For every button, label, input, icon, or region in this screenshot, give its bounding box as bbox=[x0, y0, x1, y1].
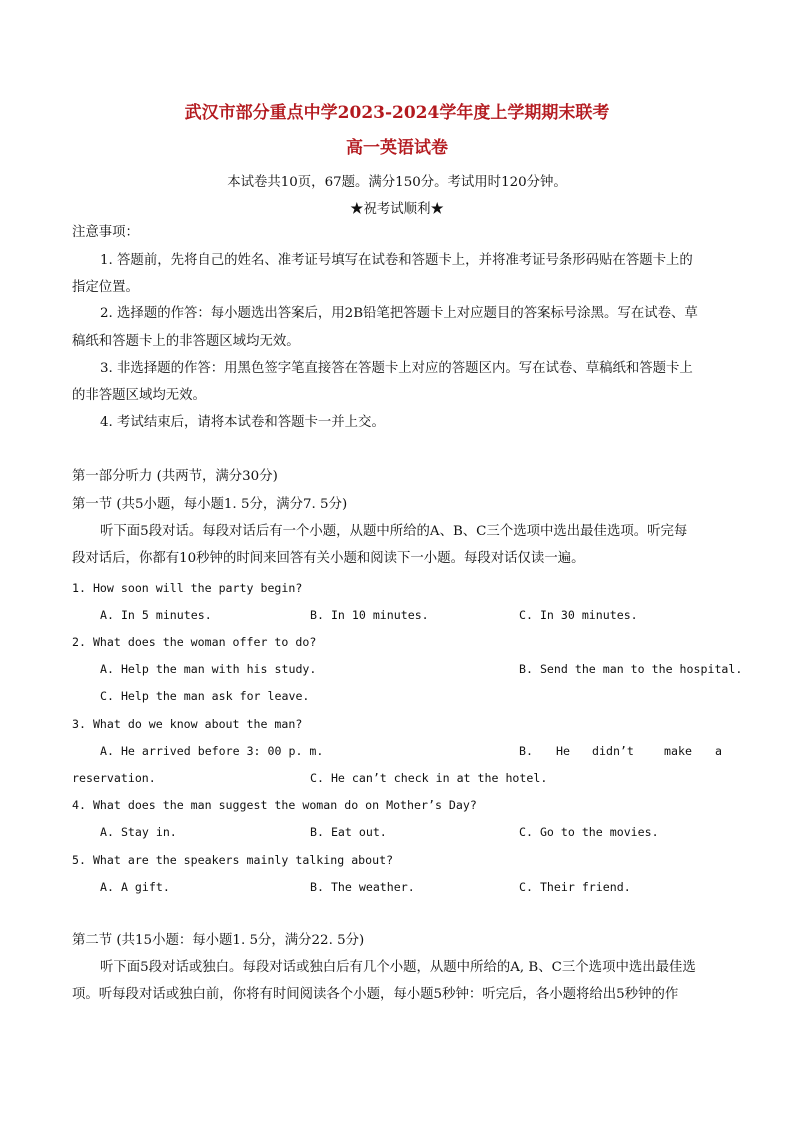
question-1: 1. How soon will the party begin? bbox=[72, 581, 303, 595]
question-4-option-c: C. Go to the movies. bbox=[519, 825, 659, 839]
question-5-option-c: C. Their friend. bbox=[519, 880, 631, 894]
question-4-option-b: B. Eat out. bbox=[310, 825, 387, 839]
question-5: 5. What are the speakers mainly talking about? bbox=[72, 853, 394, 867]
notice-item-2-line1: 2. 选择题的作答：每小题选出答案后，用2B铅笔把答题卡上对应题目的答案标号涂黑。写在试卷、草 bbox=[100, 306, 698, 321]
question-3-option-b-word: B. bbox=[519, 744, 533, 758]
notice-item-2-line2: 稿纸和答题卡上的非答题区域均无效。 bbox=[72, 334, 300, 349]
section2-heading: 第二节 (共15小题：每小题1. 5分，满分22. 5分) bbox=[72, 933, 365, 948]
exam-subtitle: 高一英语试卷 bbox=[346, 138, 448, 158]
question-3-option-b-word: a bbox=[715, 744, 722, 758]
question-3-option-b-word: reservation. bbox=[72, 771, 156, 785]
question-5-option-b: B. The weather. bbox=[310, 880, 415, 894]
question-2-option-c: C. Help the man ask for leave. bbox=[100, 689, 310, 703]
notice-item-4: 4. 考试结束后，请将本试卷和答题卡一并上交。 bbox=[100, 415, 385, 430]
notice-item-3-line2: 的非答题区域均无效。 bbox=[72, 388, 206, 403]
notice-item-1-line1: 1. 答题前，先将自己的姓名、准考证号填写在试卷和答题卡上，并将准考证号条形码贴在答题卡上的 bbox=[100, 253, 693, 268]
question-4-option-a: A. Stay in. bbox=[100, 825, 177, 839]
question-1-option-a: A. In 5 minutes. bbox=[100, 608, 212, 622]
question-3: 3. What do we know about the man? bbox=[72, 717, 303, 731]
section1-heading: 第一节 (共5小题，每小题1. 5分，满分7. 5分) bbox=[72, 497, 348, 512]
section1-instruction-line1: 听下面5段对话。每段对话后有一个小题，从题中所给的A、B、C三个选项中选出最佳选项。听完每 bbox=[100, 524, 688, 539]
question-1-option-c: C. In 30 minutes. bbox=[519, 608, 638, 622]
question-2-option-a: A. Help the man with his study. bbox=[100, 662, 317, 676]
question-3-option-b-word: He bbox=[556, 744, 570, 758]
notice-item-3-line1: 3. 非选择题的作答：用黑色签字笔直接答在答题卡上对应的答题区内。写在试卷、草稿纸和答题卡上 bbox=[100, 361, 693, 376]
question-2: 2. What does the woman offer to do? bbox=[72, 635, 317, 649]
question-4: 4. What does the man suggest the woman do on Mother’s Day? bbox=[72, 798, 477, 812]
section2-instruction-line1: 听下面5段对话或独白。每段对话或独白后有几个小题，从题中所给的A, B、C三个选项中选出最佳选 bbox=[100, 960, 696, 975]
question-5-option-a: A. A gift. bbox=[100, 880, 170, 894]
section1-instruction-line2: 段对话后，你都有10秒钟的时间来回答有关小题和阅读下一小题。每段对话仅读一遍。 bbox=[72, 551, 585, 566]
good-luck-line: ★祝考试顺利★ bbox=[350, 202, 444, 217]
notice-item-1-line2: 指定位置。 bbox=[72, 280, 139, 295]
question-3-option-b-word: make bbox=[664, 744, 692, 758]
section2-instruction-line2: 项。听每段对话或独白前，你将有时间阅读各个小题，每小题5秒钟：听完后，各小题将给出5秒钟的作 bbox=[72, 987, 679, 1002]
exam-info: 本试卷共10页，67题。满分150分。考试用时120分钟。 bbox=[227, 175, 567, 190]
question-3-option-c: C. He can’t check in at the hotel. bbox=[310, 771, 548, 785]
question-3-option-b-word: didn’t bbox=[592, 744, 634, 758]
exam-title: 武汉市部分重点中学2023-2024学年度上学期期末联考 bbox=[184, 103, 610, 123]
question-1-option-b: B. In 10 minutes. bbox=[310, 608, 429, 622]
question-2-option-b: B. Send the man to the hospital. bbox=[519, 662, 743, 676]
question-3-option-a: A. He arrived before 3: 00 p. m. bbox=[100, 744, 324, 758]
notice-heading: 注意事项： bbox=[72, 225, 139, 240]
part1-heading: 第一部分听力 (共两节，满分30分) bbox=[72, 469, 278, 484]
